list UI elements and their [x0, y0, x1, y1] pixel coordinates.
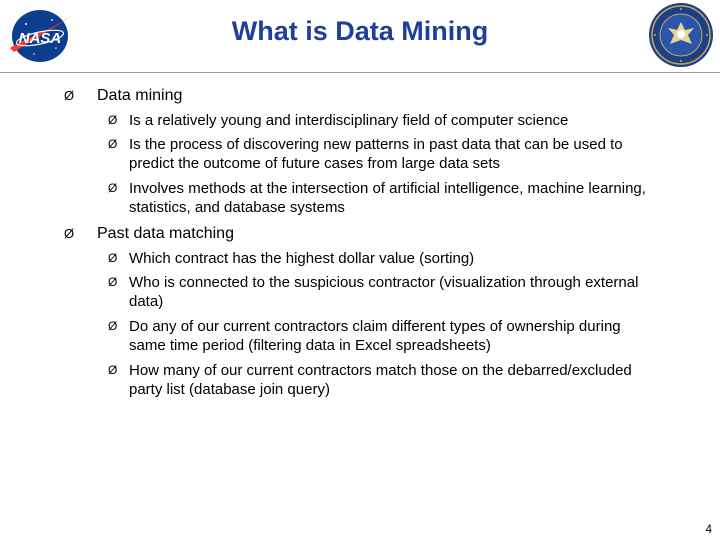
- bullet-arrow-icon: Ø: [64, 88, 75, 103]
- slide-title: What is Data Mining: [231, 16, 489, 46]
- section-heading: Data mining: [97, 87, 183, 104]
- bullet-arrow-icon: Ø: [108, 137, 118, 151]
- nasa-logo-icon: [6, 8, 74, 64]
- bullet-arrow-icon: Ø: [108, 181, 118, 195]
- bullet-arrow-icon: Ø: [108, 275, 118, 289]
- page-number: 4: [705, 522, 712, 536]
- header-divider: [0, 72, 720, 73]
- bullet-arrow-icon: Ø: [64, 226, 75, 241]
- sub-bullet-text: How many of our current contractors match those on the debarred/excluded party list (database join query): [129, 362, 632, 398]
- sub-bullet-text: Involves methods at the intersection of artificial intelligence, machine learning, statistics, and database systems: [129, 180, 646, 216]
- sub-bullet-text: Is a relatively young and interdisciplinary field of computer science: [129, 112, 569, 129]
- bullet-arrow-icon: Ø: [108, 363, 118, 377]
- seal-icon: [648, 2, 714, 68]
- sub-bullet-text: Do any of our current contractors claim different types of ownership during same time period (filtering data in Excel spreadsheets): [129, 318, 621, 354]
- sub-bullet-text: Who is connected to the suspicious contractor (visualization through external data): [129, 274, 639, 310]
- bullet-arrow-icon: Ø: [108, 319, 118, 333]
- sub-bullet-text: Which contract has the highest dollar value (sorting): [129, 250, 475, 267]
- nasa-logo-text: NASA: [18, 30, 62, 47]
- bullet-arrow-icon: Ø: [108, 251, 118, 265]
- sub-bullet-text: Is the process of discovering new patterns in past data that can be used to predict the outcome of future cases from large data sets: [129, 136, 623, 172]
- section-heading: Past data matching: [97, 225, 234, 242]
- bullet-arrow-icon: Ø: [108, 113, 118, 127]
